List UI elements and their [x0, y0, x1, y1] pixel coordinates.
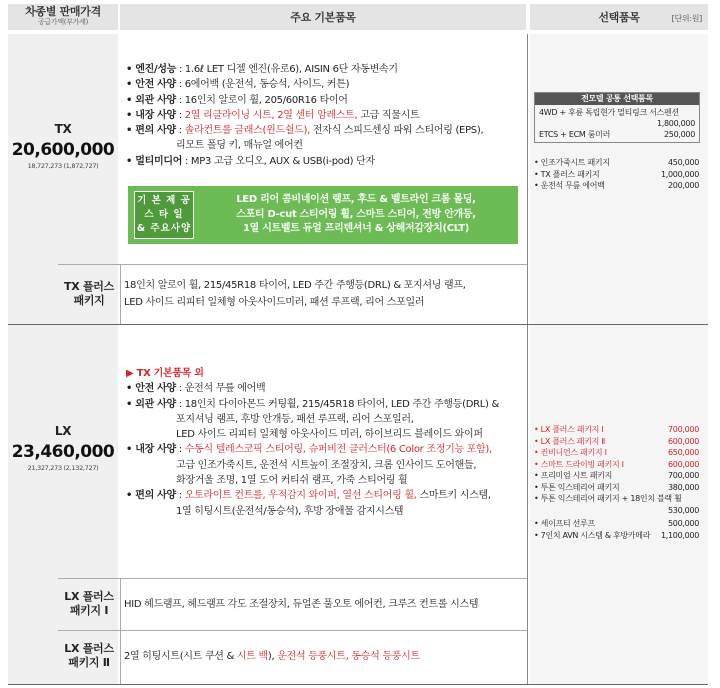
tx-options — [534, 157, 699, 192]
lx-price-block: LX 23,460,000 21,327,273 (2,132,727) — [8, 424, 118, 472]
common-options-box: 전모델 공통 선택품목 4WD + 후륜 독립현가 멀티링크 서스펜션 1,800,000 ETCS + ECM 룸미러 250,000 — [534, 92, 700, 143]
tx-price: 20,600,000 — [11, 140, 115, 160]
header-basic: 주요 기본품목 — [120, 4, 526, 30]
lx-plus1-title: LX 플러스 패키지 Ⅰ — [64, 590, 114, 617]
list-item: • 투톤 익스테리어 패키지 380,000 — [534, 482, 699, 492]
list-item: • 세이프티 선루프 500,000 — [534, 519, 699, 528]
header-options: 선택품목 [단위:원] — [530, 4, 708, 30]
tx-features: • 엔진/성능 : 1.6ℓ LET 디젤 엔진(유로6), AISIN 6단 자동변속기 • 안전 사양 : 6에어백 (운전석, 동승석, 사이드, 커튼) • 외관 사양 : 16인치 알로이 휠, 205/60R16 타이어 • 내장 사양 : 2열 리클라이닝 시트, 2열 센터 암레스트, 고급 직물시트 • 편의 사양 : 솔라컨트롤 글래스(윈드쉴드), 전자식 스피드센싱 파워 스티어링 (EPS), 리모트 폴딩 키, 매뉴얼 에어컨 • 멀티미디어 : MP3 고급 오디오, AUX & USB(i-pod) 단자 — [126, 64, 484, 167]
divider — [120, 264, 121, 324]
list-item: • 스마트 드라이빙 패키지 Ⅰ 600,000 — [534, 459, 699, 469]
list-item: • 7인치 AVN 시스템 & 후방카메라 1,100,000 — [534, 530, 699, 540]
lx-plus1-features: HID 헤드램프, 헤드램프 각도 조절장치, 듀얼존 풀오토 에어컨, 크루즈 컨트롤 시스템 — [124, 599, 479, 610]
style-spec-box: 기 본 제 공 스 타 일 & 주요사양 LED 리어 콤비네이션 램프, 후드 & 벨트라인 크롬 몰딩, 스포티 D-cut 스티어링 휠, 스마트 스티어, 전방 안개등, 1열 시트벨트 듀얼 프리텐셔너 & 상해저감장치(CLT) — [128, 186, 518, 244]
lx-options — [534, 424, 699, 541]
list-item: • TX 플러스 패키지 1,000,000 — [534, 169, 699, 179]
divider — [58, 264, 527, 265]
list-item: • 투톤 익스테리어 패키지 + 18인치 블랙 휠 — [534, 494, 682, 503]
divider — [8, 324, 708, 325]
lx-plus2-features: 2열 히팅시트(시트 쿠션 & 시트 백), 운전석 등풍시트, 동승석 등풍시트 — [124, 651, 420, 662]
divider — [527, 34, 528, 684]
list-item: • 인조가죽시트 패키지 450,000 — [534, 158, 699, 167]
list-item: • 컨비니언스 패키지 Ⅰ 650,000 — [534, 448, 699, 457]
tx-plus-title: TX 플러스 패키지 — [64, 280, 114, 307]
tx-plus-features: 18인치 알로이 휠, 215/45R18 타이어, LED 주간 주행등(DRL) & 포지셔닝 램프, LED 사이드 리피터 일체형 아웃사이드미러, 패션 루프랙, 리어 스포일러 — [124, 280, 466, 308]
list-item: • 프리미엄 시트 패키지 700,000 — [534, 471, 699, 480]
divider — [8, 684, 708, 685]
lx-features: ▶ TX 기본품목 외 • 안전 사양 : 운전석 무릎 에어백 • 외관 사양 : 18인치 다이아몬드 커팅휠, 215/45R18 타이어, LED 주간 주행등(DRL) & 포지셔닝 램프, 후방 안개등, 패션 루프랙, 리어 스포일러, LED 사이드 리피터 일체형 아웃사이드 미러, 하이브리드 블레이드 와이퍼 • 내장 사양 : 수동식 텔레스코픽 스티어링, 슈퍼비전 클러스터(6 Color 조정기능 포함), 고급 인조가죽시트, 운전석 시트높이 조절장치, 크롬 인사이드 도어핸들, 화장거울 조명, 1열 도어 커티쉬 램프, 가죽 스티어링 휠 • 편의 사양 : 오토라이트 컨트롤, 우적감지 와이퍼, 열선 스티어링 휠, 스마트키 시스템, 1열 히팅시트(운전석/동승석), 후방 장애물 감지시스템 — [126, 368, 499, 517]
list-item: • LX 플러스 패키지 Ⅱ 600,000 — [534, 436, 699, 446]
divider — [58, 578, 527, 579]
divider — [58, 630, 527, 631]
lx-plus2-title: LX 플러스 패키지 Ⅱ — [64, 642, 114, 669]
lx-price: 23,460,000 — [11, 442, 115, 462]
tx-price-block: TX 20,600,000 18,727,273 (1,872,727) — [8, 122, 118, 170]
list-item: 530,000 — [668, 505, 699, 515]
header-price: 차종별 판매가격 공급가액(부가세) — [8, 4, 118, 30]
divider — [120, 578, 121, 684]
list-item: • LX 플러스 패키지 Ⅰ 700,000 — [534, 425, 699, 434]
list-item: • 운전석 무릎 에어백 200,000 — [534, 181, 699, 190]
